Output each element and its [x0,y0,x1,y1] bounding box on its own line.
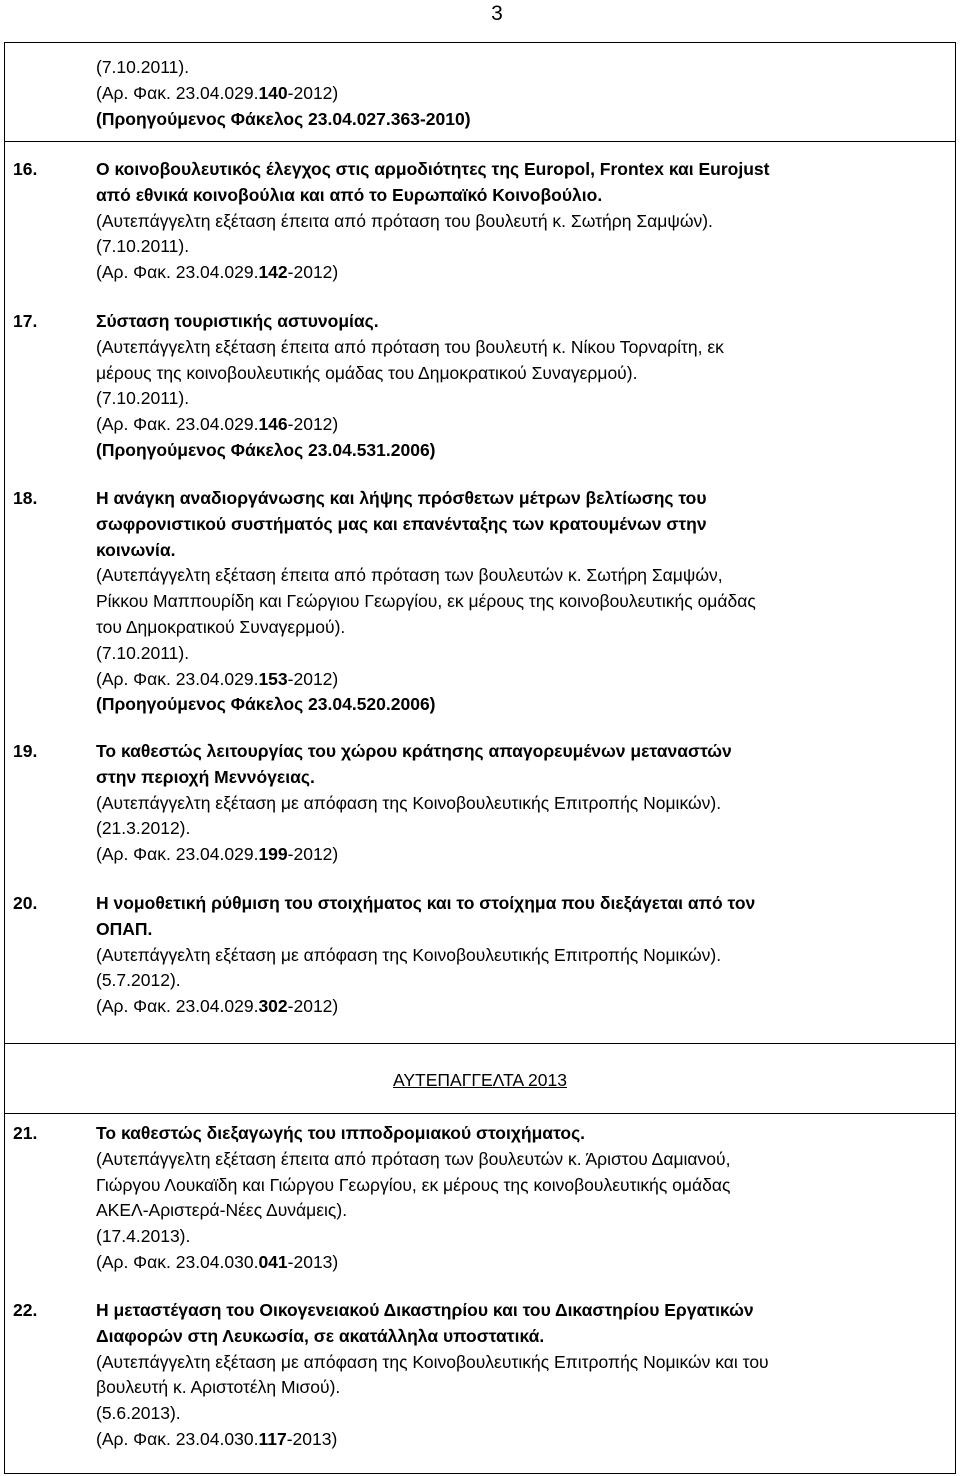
text-line [96,791,949,817]
item-number: 16. [13,159,38,179]
text-segment: 153 [258,668,288,689]
item-number: 18. [13,488,38,508]
text-line [96,1350,949,1376]
text-line [96,765,949,791]
text-line [96,361,949,387]
item-body [96,891,949,1020]
text-line [96,563,949,589]
continuation-body [96,55,949,132]
text-segment: (Αρ. Φακ. 23.04.030. [96,1428,259,1449]
text-segment: Διαφορών στη Λευκωσία, σε ακατάλληλα υποστατικά. [96,1325,545,1346]
text-line [96,538,949,564]
text-line [96,1375,949,1401]
text-line [96,157,949,183]
item-body [96,486,949,718]
page-number: 3 [491,2,503,25]
text-segment: -2013) [287,1251,339,1272]
text-segment: (21.3.2012). [96,818,191,839]
text-line [96,739,949,765]
text-segment: βουλευτή κ. Αριστοτέλη Μισού). [96,1377,341,1398]
item-body [96,1298,949,1453]
text-segment: Γιώργου Λουκαϊδη και Γιώργου Γεωργίου, εκ μέρους της κοινοβουλευτικής ομάδας [96,1174,731,1195]
text-segment: Το καθεστώς διεξαγωγής του ιπποδρομιακού στοιχήματος. [96,1123,586,1143]
item-body [96,739,949,868]
text-segment: Η ανάγκη αναδιοργάνωσης και λήψης πρόσθετων μέτρων βελτίωσης του [96,488,707,508]
text-segment: (Αρ. Φακ. 23.04.029. [96,82,259,103]
text-segment: Σύσταση τουριστικής αστυνομίας. [96,311,379,331]
text-segment: -2012) [287,414,339,435]
row-divider [5,1113,955,1114]
text-segment: 199 [258,844,288,865]
text-segment: -2012) [287,996,339,1017]
text-line [96,1198,949,1224]
item-body [96,1121,949,1276]
text-segment: στην περιοχή Μεννόγειας. [96,766,315,787]
item-number: 20. [13,893,38,913]
text-segment: (5.6.2013). [96,1403,181,1424]
text-line [96,589,949,615]
text-segment: (7.10.2011). [96,388,190,409]
text-segment: Η μεταστέγαση του Οικογενειακού Δικαστηρίου και του Δικαστηρίου Εργατικών [96,1300,754,1320]
text-line [96,615,949,641]
text-line [96,260,949,286]
text-segment: κοινωνία. [96,539,176,560]
text-segment: 117 [258,1428,287,1449]
text-segment: (Προηγούμενος Φάκελος 23.04.027.363-2010) [96,108,471,129]
text-segment: (17.4.2013). [96,1226,191,1247]
text-segment: Η νομοθετική ρύθμιση του στοιχήματος και το στοίχημα που διεξάγεται από τον [96,893,756,913]
text-segment: -2012) [287,262,339,283]
text-line [96,412,949,438]
agenda-table [4,42,956,1474]
text-segment: (Αρ. Φακ. 23.04.029. [96,996,259,1017]
text-line [96,1121,949,1147]
text-segment: (7.10.2011). [96,642,190,663]
text-line [96,209,949,235]
text-segment: (Αυτεπάγγελτη εξέταση με απόφαση της Κοινοβουλευτικής Επιτροπής Νομικών). [96,944,722,965]
text-line [96,917,949,943]
text-line [96,55,949,81]
text-line [96,512,949,538]
text-segment: (7.10.2011). [96,236,190,257]
text-line [96,943,949,969]
text-segment: σωφρονιστικού συστήματός μας και επανένταξης των κρατουμένων στην [96,513,707,534]
text-line [96,816,949,842]
text-segment: (Αυτεπάγγελτη εξέταση έπειτα από πρόταση του βουλευτή κ. Σωτήρη Σαμψών). [96,210,713,231]
text-line [96,438,949,464]
text-line [96,1324,949,1350]
item-body [96,309,949,464]
text-segment: Το καθεστώς λειτουργίας του χώρου κράτησης απαγορευμένων μεταναστών [96,741,732,761]
text-segment: (Προηγούμενος Φάκελος 23.04.520.2006) [96,694,436,715]
text-segment: -2012) [287,82,339,103]
text-line [96,891,949,917]
text-segment: 146 [258,414,288,435]
text-line [96,183,949,209]
row-divider [5,141,955,142]
section-heading: ΑΥΤΕΠΑΓΓΕΛΤΑ 2013 [393,1070,567,1090]
text-line [96,1173,949,1199]
text-segment: 302 [258,996,288,1017]
text-segment: του Δημοκρατικού Συναγερμού). [96,616,346,637]
text-line [96,1401,949,1427]
text-line [96,107,949,133]
item-number: 22. [13,1300,38,1320]
text-segment: (Αυτεπάγγελτη εξέταση έπειτα από πρόταση των βουλευτών κ. Σωτήρη Σαμψών, [96,565,723,586]
text-segment: -2012) [287,844,339,865]
text-segment: (Αρ. Φακ. 23.04.029. [96,262,259,283]
item-body [96,157,949,286]
text-segment: Ο κοινοβουλευτικός έλεγχος στις αρμοδιότητες της Europol, Frontex και Eurojust [96,159,770,179]
text-line [96,692,949,718]
text-line [96,386,949,412]
text-segment: -2013) [286,1428,338,1449]
text-segment: (Αρ. Φακ. 23.04.030. [96,1251,259,1272]
row-divider [5,1043,955,1044]
text-segment: (Αυτεπάγγελτη εξέταση έπειτα από πρόταση των βουλευτών κ. Άριστου Δαμιανού, [96,1148,731,1169]
text-segment: 142 [258,262,288,283]
item-number: 17. [13,311,38,331]
text-segment: 041 [258,1251,288,1272]
text-segment: (Αυτεπάγγελτη εξέταση με απόφαση της Κοινοβουλευτικής Επιτροπής Νομικών). [96,792,722,813]
item-number: 21. [13,1123,38,1143]
text-segment: -2012) [287,668,339,689]
text-segment: ΑΚΕΛ-Αριστερά-Νέες Δυνάμεις). [96,1200,348,1221]
text-line [96,309,949,335]
text-segment: (Αυτεπάγγελτη εξέταση με απόφαση της Κοινοβουλευτικής Επιτροπής Νομικών και του [96,1351,769,1372]
text-segment: (7.10.2011). [96,57,190,77]
text-segment: ΟΠΑΠ. [96,918,153,939]
text-line [96,1298,949,1324]
text-segment: (Προηγούμενος Φάκελος 23.04.531.2006) [96,439,436,460]
text-line [96,335,949,361]
text-line [96,1250,949,1276]
text-segment: 140 [258,82,288,103]
text-segment: μέρους της κοινοβουλευτικής ομάδας του Δημοκρατικού Συναγερμού). [96,362,638,383]
text-line [96,994,949,1020]
text-line [96,1427,949,1453]
text-segment: από εθνικά κοινοβούλια και από το Ευρωπαϊκό Κοινοβούλιο. [96,184,603,205]
item-number: 19. [13,741,38,761]
text-line [96,842,949,868]
text-line [96,641,949,667]
text-line [96,81,949,107]
text-line [96,667,949,693]
text-line [96,1147,949,1173]
text-segment: (Αρ. Φακ. 23.04.029. [96,668,259,689]
text-segment: (5.7.2012). [96,970,181,991]
text-line [96,486,949,512]
text-segment: (Αρ. Φακ. 23.04.029. [96,844,259,865]
text-line [96,968,949,994]
text-line [96,234,949,260]
text-segment: Ρίκκου Μαππουρίδη και Γεώργιου Γεωργίου, εκ μέρους της κοινοβουλευτικής ομάδας [96,591,756,612]
text-segment: (Αυτεπάγγελτη εξέταση έπειτα από πρόταση του βουλευτή κ. Νίκου Τορναρίτη, εκ [96,336,724,357]
text-segment: (Αρ. Φακ. 23.04.029. [96,414,259,435]
text-line [96,1224,949,1250]
